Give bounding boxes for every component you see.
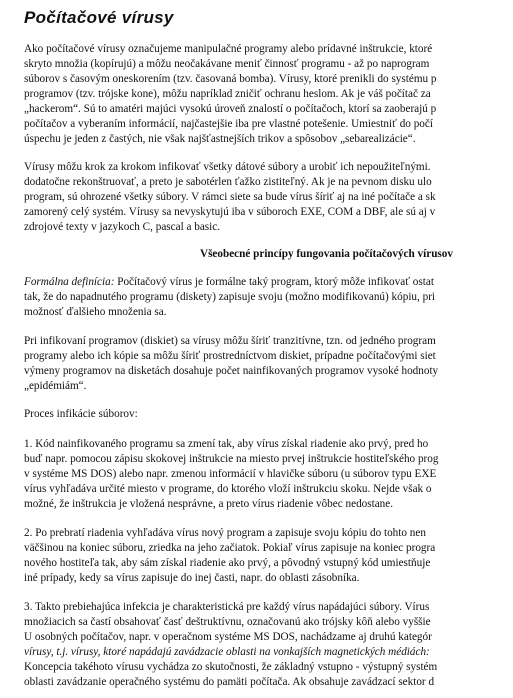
step-line: väčšinou na koniec súboru, zriedka na jeho začiatok. Pokiaľ vírus zapisuje na koniec progra [24, 542, 436, 554]
paragraph-line: zamorený celý systém. Vírusy sa nevyskytujú iba v súboroch EXE, COM a DBF, ale sú aj v [24, 206, 436, 218]
section-heading: Všeobecné princípy fungovania počítačových vírusov [200, 248, 453, 260]
intro-line: skryto množia (kopírujú) a môžu neočakávane meniť činnosť programu - až po naprogram [24, 58, 430, 70]
definition-line: tak, že do napadnutého programu (diskety) zapisuje svoju (možno modifikovanú) kópiu, pri [24, 291, 436, 303]
paragraph-line: „epidémiám“. [24, 380, 87, 392]
step-line: v systéme MS DOS) alebo napr. zmenou informácií v hlavičke súboru (u súborov typu EXE [24, 468, 437, 480]
step-line: vírus vyhľadáva určité miesto v programe, do ktorého vloží inštrukciu skoku. Nejde však o [24, 483, 432, 495]
paragraph-line: Vírusy môžu krok za krokom infikovať všetky dátové súbory a urobiť ich nepoužiteľnými. [24, 161, 431, 173]
step-line: možné, že inštrukcia je vložená nesprávne, a preto vírus riadenie vôbec nedostane. [24, 498, 394, 510]
intro-line: programov (tzv. trójske kone), môžu napríklad zničiť ochranu heslom. Ak je váš počítač za [24, 88, 431, 100]
paragraph-line: Pri infikovaní programov (diskiet) sa vírusy môžu šíriť tranzitívne, tzn. od jedného program [24, 335, 436, 347]
process-label: Proces infikácie súborov: [24, 408, 138, 420]
definition-line [24, 275, 434, 289]
definition-line: možnosť ďalšieho množenia sa. [24, 306, 167, 318]
definition-text: Počítačový vírus je formálne taký program, ktorý môže infikovať ostat [114, 276, 434, 288]
step-line: oblasti zavádzanie operačného systému do pamäti počítača. Ak obsahuje zavádzací sektor d [24, 676, 435, 688]
paragraph-line: výmeny programov na disketách dosahuje počet nainfikovaných programov vysoké hodnoty [24, 365, 439, 377]
intro-line: súborov s časovým oneskorením (tzv. časovaná bomba). Vírusy, ktoré prenikli do systému p [24, 73, 437, 85]
intro-line: Ako počítačové vírusy označujeme manipulačné programy alebo prídavné inštrukcie, ktoré [24, 43, 433, 55]
paragraph-line: program, sú ohrozené všetky súbory. V rámci siete sa bude vírus šíriť aj na iné počítače a sk [24, 191, 436, 203]
step-line: U osobných počítačov, napr. v operačnom systéme MS DOS, nachádzame aj druhú kategór [24, 631, 432, 643]
step-line: Koncepcia takéhoto vírusu vychádza zo skutočnosti, že základný vstupno - výstupný systém [24, 661, 438, 673]
step-line [24, 645, 430, 659]
paragraph-line: zdrojové texty v jazykoch C, pascal a basic. [24, 221, 221, 233]
document-title: Počítačové vírusy [24, 8, 174, 27]
step-line: iné prípady, kedy sa vírus zapisuje do inej časti, napr. do oblasti zásobníka. [24, 572, 360, 584]
definition-label: Formálna definícia: [24, 276, 115, 288]
intro-line: „hackerom“. Sú to amatéri majúci vysokú úroveň znalostí o počítačoch, ktorí sa zaoberajú p [24, 103, 437, 115]
step-line: 2. Po prebratí riadenia vyhľadáva vírus nový program a zapisuje svoju kópiu do tohto nen [24, 527, 426, 539]
paragraph-line: programy alebo ich kópie sa môžu šíriť prostredníctvom diskiet, prípadne počítačovými siet [24, 350, 436, 362]
step-line: buď napr. pomocou zápisu skokovej inštrukcie na miesto prvej inštrukcie hostiteľského prog [24, 453, 439, 465]
intro-line: počítačov a vyberaním informácií, najčastejšie iba pre vlastné potešenie. Umiestniť do počí [24, 118, 433, 130]
step-line-text: vírusy, t.j. vírusy, ktoré napádajú zavádzacie oblasti na vonkajších magnetických médiách: [24, 646, 430, 658]
step-line: 3. Takto prebiehajúca infekcia je charakteristická pre každý vírus napádajúci súbory. Vírus [24, 601, 430, 613]
step-line: množiacich sa častí obsahovať časť deštruktívnu, označovanú ako trójsky kôň alebo vyššie [24, 616, 431, 628]
paragraph-line: dodatočne rekonštruovať, a preto je sabotérlen ťažko zistiteľný. Ak je na pevnom disku ulo [24, 176, 432, 188]
step-line: 1. Kód nainfikovaného programu sa zmení tak, aby vírus získal riadenie ako prvý, pred ho [24, 438, 429, 450]
step-line: nového hostiteľa tak, aby sám získal riadenie ako prvý, a pôvodný vstupný kód umiestňuje [24, 557, 431, 569]
intro-line: úspechu je jeden z častých, nie však najšťastnejších trikov a spôsobov „sebarealizácie“. [24, 133, 416, 145]
